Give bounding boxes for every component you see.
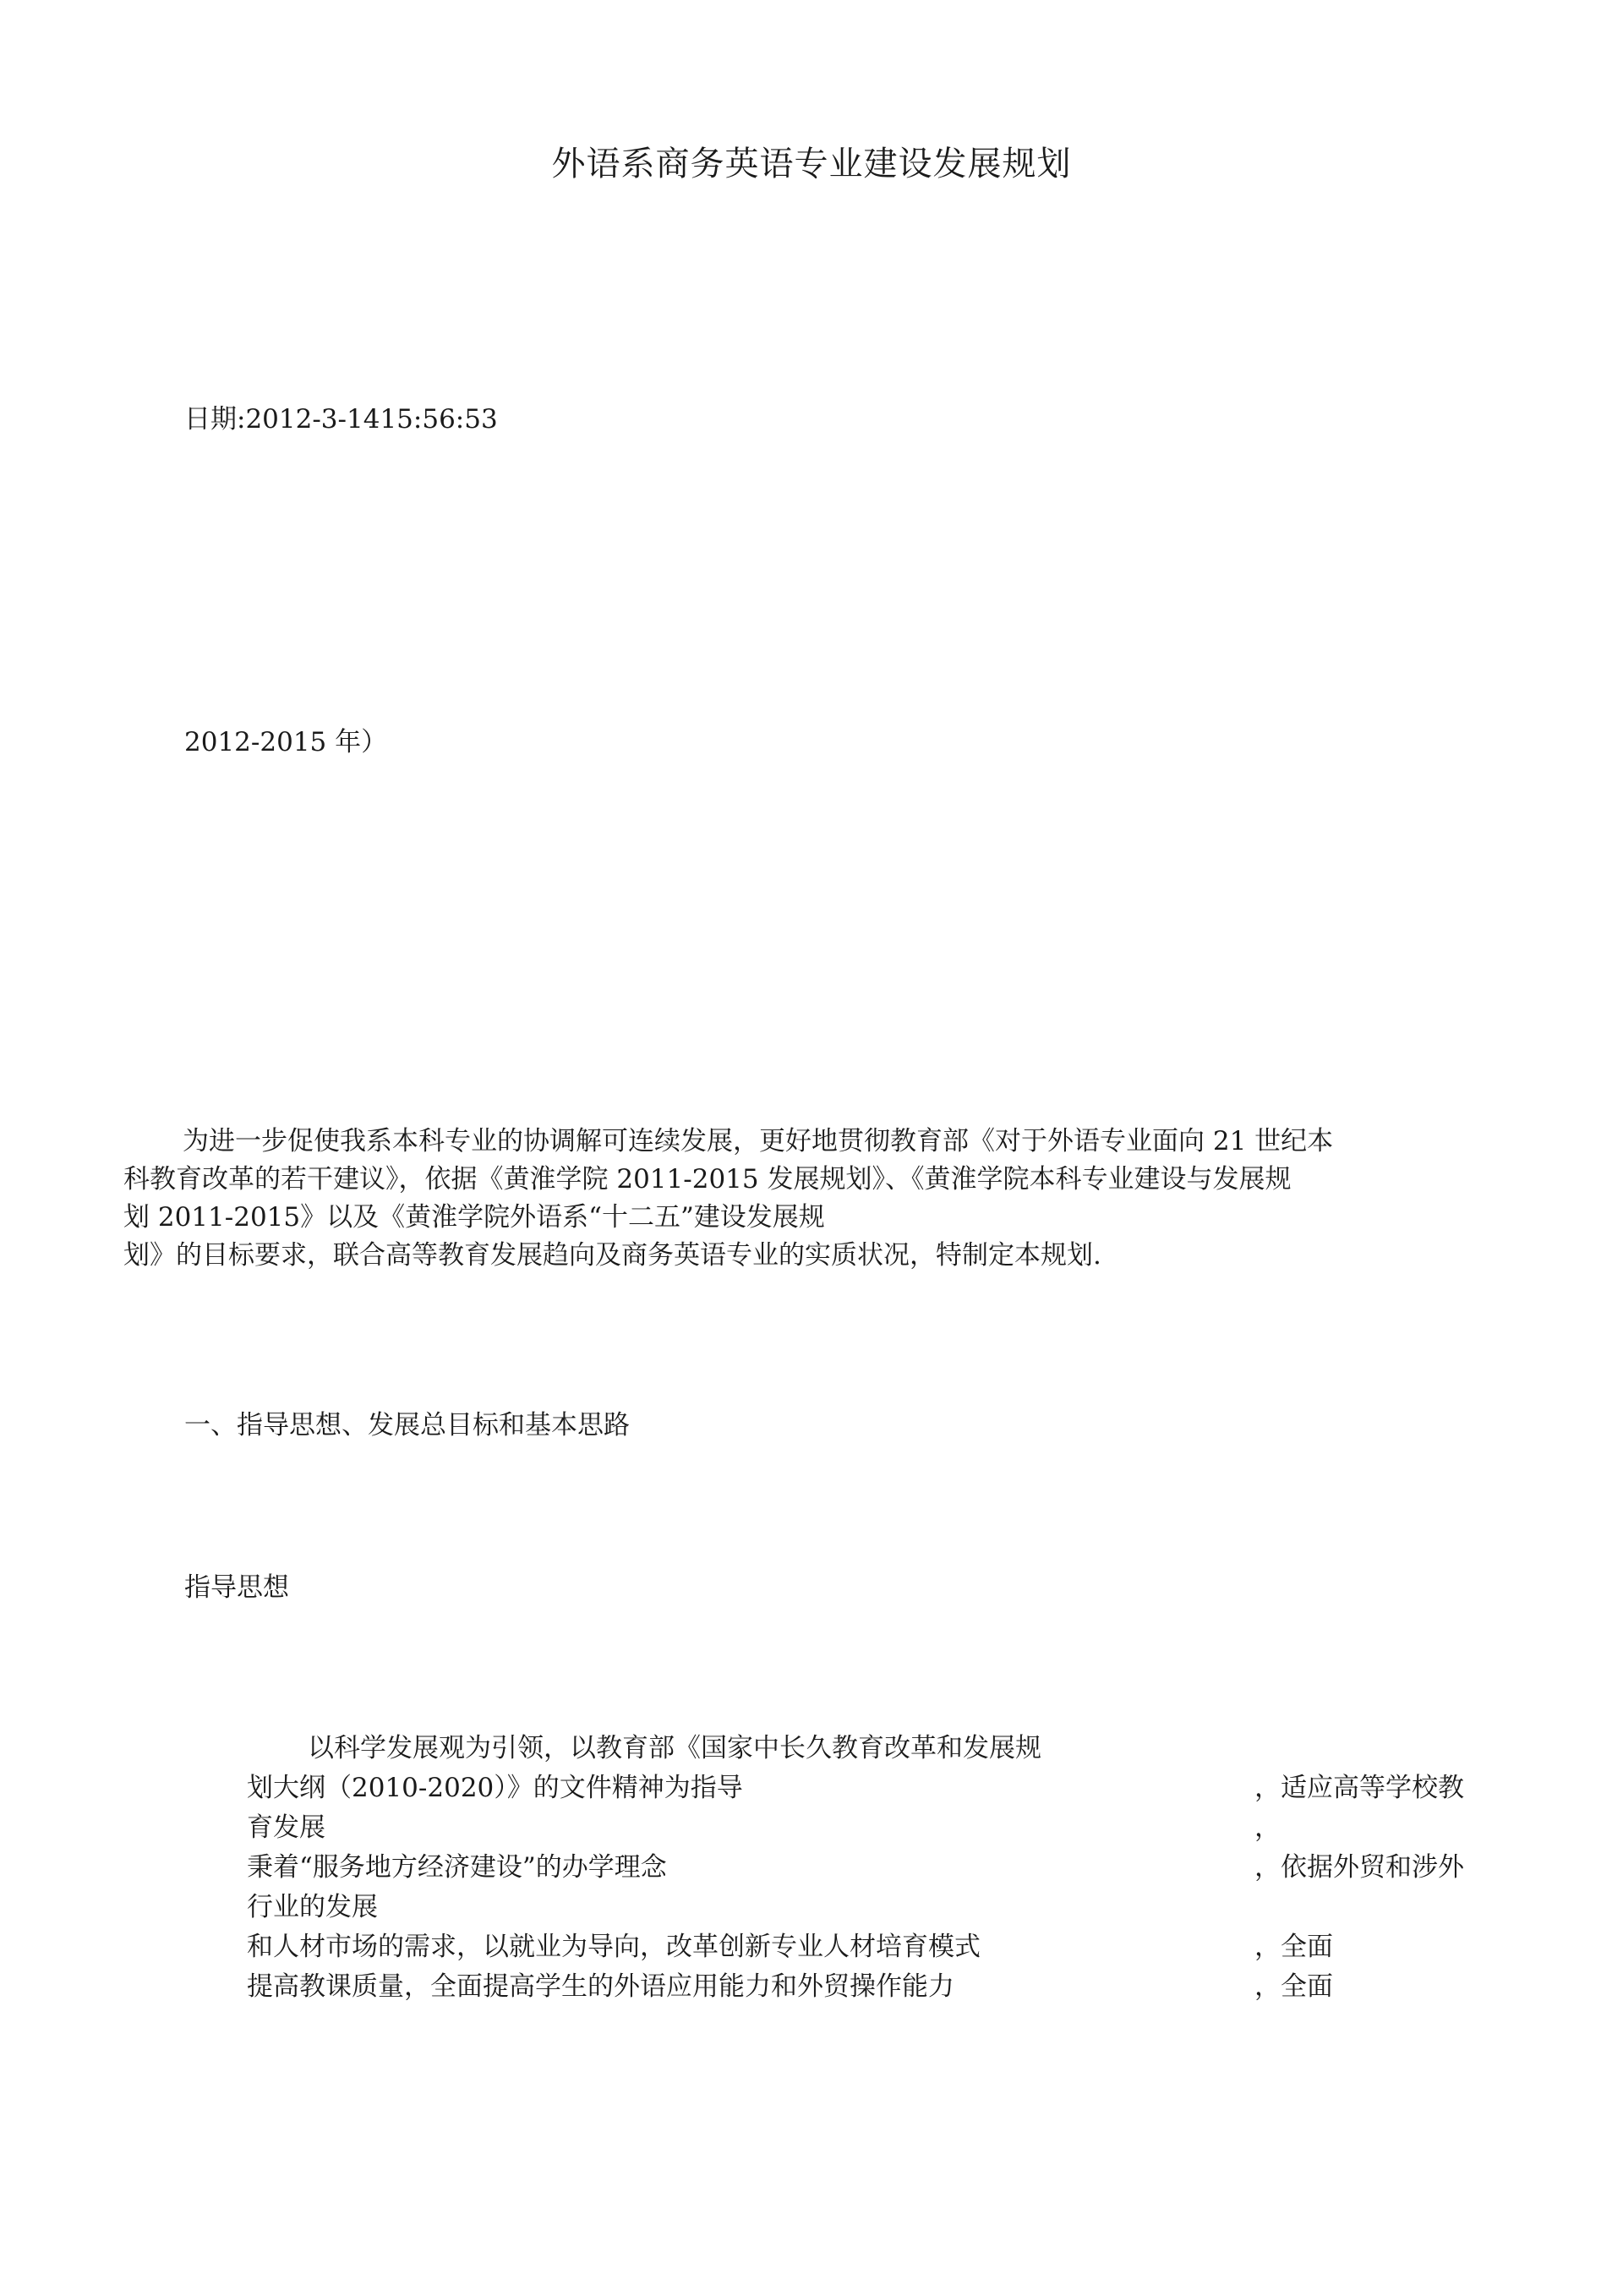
- guide-row-text: 划大纲（2010-2020）》的文件精神为指导: [247, 1773, 743, 1803]
- guide-row-tail: ，适应高等学校教: [1254, 1773, 1464, 1803]
- date-line: 日期:2012-3-1415:56:53: [184, 404, 498, 435]
- guide-row: [247, 1848, 1464, 1888]
- guide-row: [247, 1927, 1430, 1967]
- section-heading: 一、指导思想、发展总目标和基本思路: [184, 1410, 630, 1440]
- period-line: 2012-2015 年）: [184, 727, 388, 757]
- guide-row-text: 育发展: [247, 1812, 325, 1843]
- guide-row-tail: ，: [1254, 1812, 1281, 1843]
- intro-line: 划》的目标要求，联合高等教育发展趋向及商务英语专业的实质状况，特制定本规划.: [123, 1240, 1101, 1271]
- guide-row-text: 提高教课质量，全面提高学生的外语应用能力和外贸操作能力: [247, 1971, 954, 2002]
- guide-row-text: 和人材市场的需求，以就业为导向，改革创新专业人材培育模式: [247, 1932, 981, 1962]
- guide-row-tail: ，全面: [1254, 1971, 1333, 2002]
- guide-row: [247, 1808, 1430, 1848]
- guide-row-text: 以科学发展观为引领，以教育部《国家中长久教育改革和发展规: [308, 1733, 1041, 1763]
- guide-paragraph: [247, 1729, 1464, 2007]
- guide-row: [247, 1888, 1430, 1927]
- intro-paragraph: [123, 1123, 1501, 1275]
- intro-line: 划 2011-2015》以及《黄淮学院外语系“十二五”建设发展规: [123, 1202, 825, 1233]
- guide-row: [247, 1729, 1430, 1768]
- guide-row-text: 行业的发展: [247, 1892, 378, 1922]
- guide-row-text: 秉着“服务地方经济建设”的办学理念: [247, 1852, 667, 1883]
- guide-row: [247, 1768, 1464, 1808]
- guide-row-tail: ，全面: [1254, 1932, 1333, 1962]
- subsection-heading: 指导思想: [184, 1572, 289, 1603]
- intro-line: 科教育改革的若干建议》，依据《黄淮学院 2011-2015 发展规划》、《黄淮学院本科专业建设与发展规: [123, 1164, 1292, 1194]
- intro-line: 为进一步促使我系本科专业的协调解可连续发展，更好地贯彻教育部《对于外语专业面向 21 世纪本: [183, 1126, 1334, 1156]
- document-title: 外语系商务英语专业建设发展规划: [551, 145, 1072, 183]
- guide-row: [247, 1967, 1430, 2007]
- guide-row-tail: ，依据外贸和涉外: [1254, 1852, 1464, 1883]
